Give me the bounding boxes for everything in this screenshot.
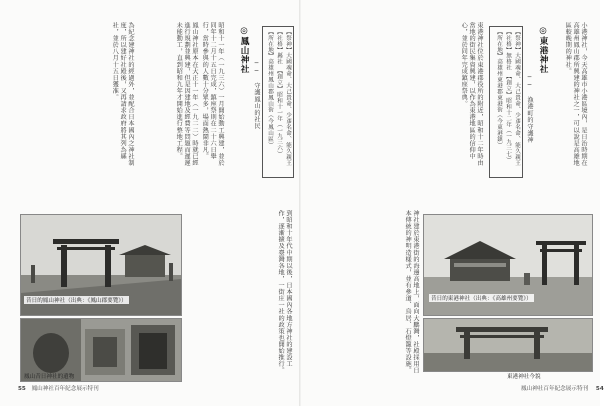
info-line: 【祭神】大國魂命、大己貴命、少彥名命、能久親王 <box>514 29 520 166</box>
left-bottom-text-1: 到昭和十年代中期以後，日本國內各地方神社的建設工作，逐漸擴及臺灣各地，一街庄一社的政策也開始推行。 <box>277 210 292 374</box>
section-subheading: ── 守護鳳山的社民 <box>253 60 260 130</box>
left-top-text-3: 昭和十一年（一九三六）一月開始動工興建，並於同年十二月十五日完成，鎮座祭則在二十六日舉行，當時參與的人數十分眾多，場面熱鬧非凡。 <box>201 22 224 167</box>
info-line: 【社格】縣社 【創立】昭和十一年（一九三六） <box>276 29 282 158</box>
right-folio <box>521 384 608 392</box>
section-subheading: ── 漁港町的守護神 <box>526 74 533 144</box>
left-top-text-2: 鳳山神社原本在大正十一年（一九二二）時就已經進行規劃並興建，但是因建地及經費等問題而遲遲未能動工，直到昭和九年才開始進行整地工程。 <box>175 22 198 167</box>
right-intro-text: 小港神社，今天高雄市小港區境內，是日治時期在高雄州鳳山郡所興建的神社之一，可以說是高雄地區較晚期的神社。 <box>564 22 587 167</box>
photo-donggang-today <box>423 318 593 372</box>
info-line: 【所在地】高雄州東港郡東港街（今東港鎮） <box>496 29 502 148</box>
shrine-info-box <box>489 26 523 178</box>
section-heading: ◎鳳山神社 <box>239 26 249 74</box>
info-line: 【祭神】大國魂命、大己貴命、少彥名命、能久親王 <box>285 29 291 166</box>
page-number: 54 <box>595 386 604 392</box>
right-page <box>301 0 604 406</box>
running-title: 鳳山神社百年紀念展示特刊 <box>521 386 589 392</box>
page-number: 55 <box>18 386 26 392</box>
left-top-text-1: 為紀念建神社的經過外，並配合日本國內之神社制度，所以建好社殿後，又再請求政府將其列為縣社，並於八月十五日獲准。 <box>111 22 134 167</box>
shrine-info-box <box>262 26 294 178</box>
shrine-info-lines <box>264 29 292 173</box>
photo-today-caption: 東港神社今貌 <box>507 374 541 380</box>
right-bottom-text-1: 神社建於東港街的海邊高地上，面向大鵬灣，社殿採用日本傳統的神明造樣式，並有參道、鳥居、石燈籠等設施。 <box>404 210 419 374</box>
section-heading: ◎東港神社 <box>538 26 548 74</box>
photo-donggang-caption: 昔日的東港神社（出典：《高雄州要覽》） <box>431 296 532 302</box>
left-page <box>0 0 299 406</box>
running-title: 鳳山神社百年紀念展示特刊 <box>31 386 99 392</box>
left-folio <box>18 384 99 392</box>
info-line: 【所在地】高雄州鳳山郡鳳山街（今鳳山區） <box>267 29 273 148</box>
photo-old-shrine-caption: 昔日的鳳山神社（出典：《鳳山郡要覽》） <box>26 298 127 304</box>
photo-relics-caption: 鳳山昔日神社的遺物 <box>24 374 75 380</box>
right-top-text-1: 東港神社位於東港郡役所的附近，昭和十二年時由當地的街民集資興建，以作為東港地區的信仰中心，並於同年完成鎮座祭典。 <box>460 22 483 167</box>
donggang-today-image <box>424 319 592 371</box>
shrine-info-lines <box>491 29 521 173</box>
info-line: 【社格】無格社 【創立】昭和十二年（一九三七） <box>505 29 511 164</box>
